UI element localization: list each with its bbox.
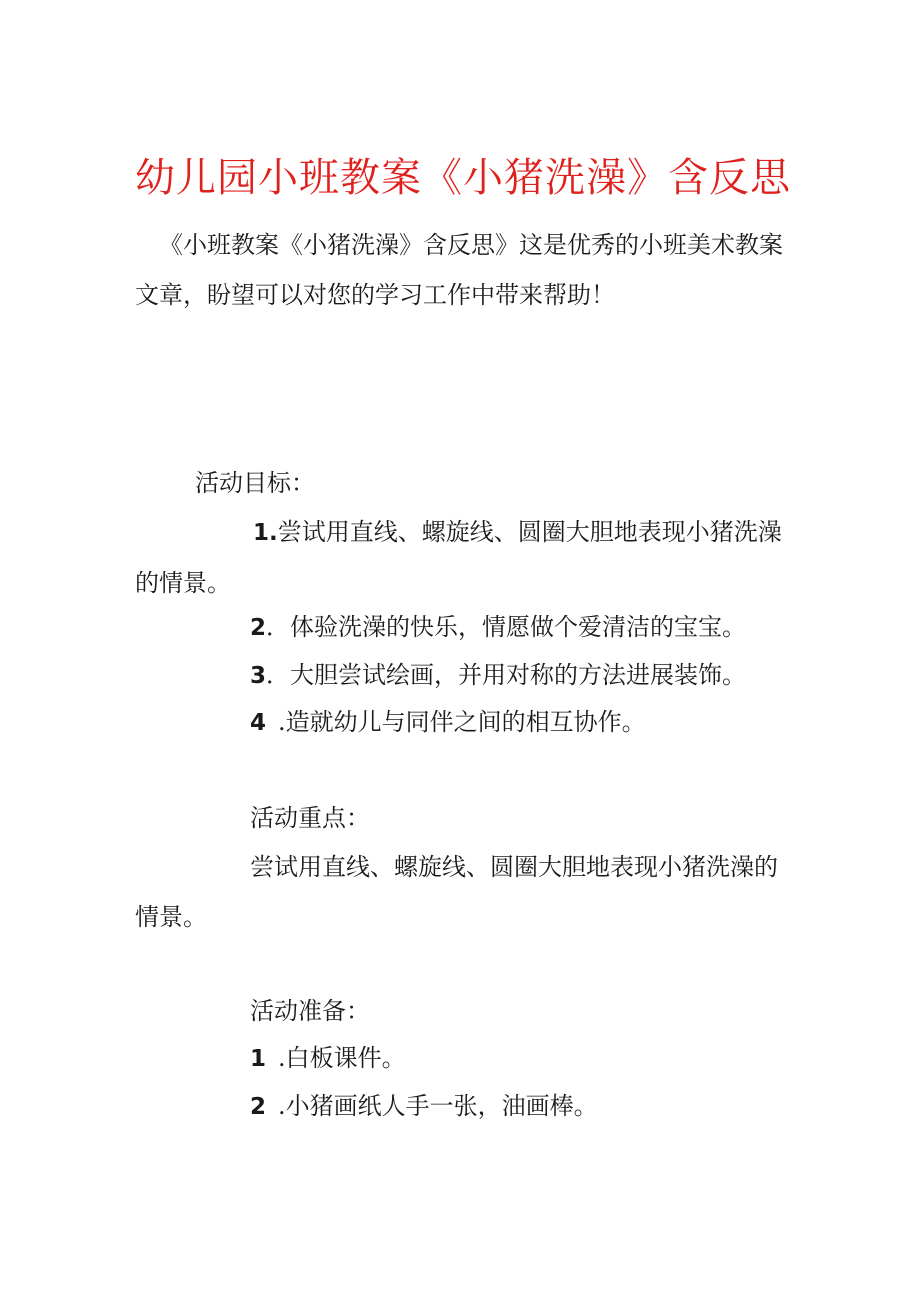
goal-item-1 xyxy=(135,507,795,608)
prep-item-1-text: .白板课件。 xyxy=(278,1044,406,1072)
prep-item-2-number: 2 xyxy=(250,1094,267,1120)
goal-item-2-text: ．体验洗澡的快乐，情愿做个爱清洁的宝宝。 xyxy=(266,613,747,641)
prep-item-2-text: .小猪画纸人手一张，油画棒。 xyxy=(278,1092,598,1120)
goals-heading: 活动目标： xyxy=(195,469,315,497)
goal-item-2-number: 2 xyxy=(250,615,267,641)
prep-item-1 xyxy=(250,1033,406,1084)
goal-item-4 xyxy=(250,697,646,748)
focus-text: 尝试用直线、螺旋线、圆圈大胆地表现小猪洗澡的情景。 xyxy=(135,853,778,931)
goal-item-1-text: 尝试用直线、螺旋线、圆圈大胆地表现小猪洗澡的情景。 xyxy=(135,518,782,597)
goal-item-3-number: 3 xyxy=(250,663,267,689)
prep-item-2 xyxy=(250,1081,598,1132)
document-title: 幼儿园小班教案《小猪洗澡》含反思 xyxy=(135,155,791,201)
goal-item-4-text: .造就幼儿与同伴之间的相互协作。 xyxy=(278,708,646,736)
intro-text: 《小班教案《小猪洗澡》含反思》这是优秀的小班美术教案文章，盼望可以对您的学习工作中带来帮助！ xyxy=(135,231,783,309)
goal-item-3 xyxy=(250,650,746,701)
prep-heading: 活动准备： xyxy=(250,997,370,1025)
goal-item-4-number: 4 xyxy=(250,710,267,736)
prep-item-1-number: 1 xyxy=(250,1046,267,1072)
goal-item-1-number: 1. xyxy=(253,520,278,546)
goal-item-2 xyxy=(250,602,746,653)
focus-heading: 活动重点： xyxy=(250,804,370,832)
goal-item-3-text: ．大胆尝试绘画，并用对称的方法进展装饰。 xyxy=(266,661,747,689)
intro-paragraph xyxy=(135,220,795,320)
